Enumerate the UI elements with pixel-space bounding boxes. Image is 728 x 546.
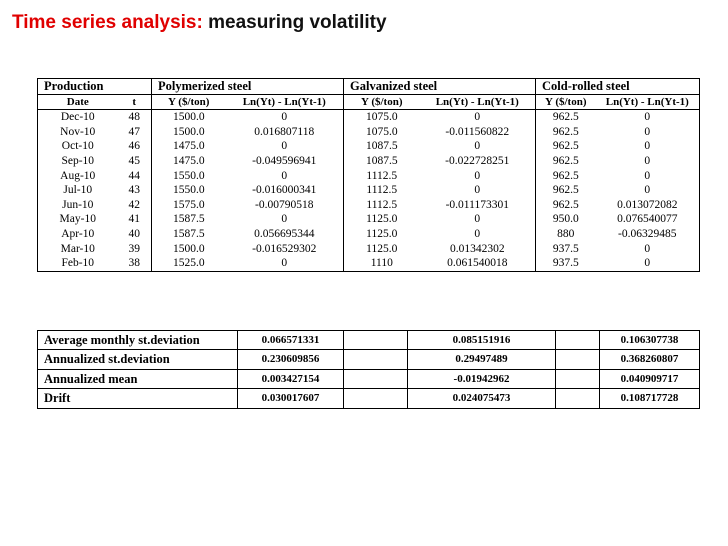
summary-row	[38, 389, 700, 408]
summary-value: 0.368260807	[600, 350, 700, 369]
table-cell: 1475.0	[152, 139, 226, 154]
table-cell: Apr-10	[61, 227, 95, 240]
summary-value: -0.01942962	[408, 369, 556, 388]
table-cell: 1112.5	[344, 183, 420, 198]
table-cell: Feb-10	[61, 257, 95, 270]
summary-row	[38, 331, 700, 350]
table-cell: 0	[474, 169, 481, 182]
table-cell: 0	[644, 169, 651, 182]
group-header-row	[38, 79, 700, 95]
table-cell: -0.011173301	[445, 198, 509, 211]
table-cell: 0	[281, 257, 288, 270]
summary-spacer	[556, 389, 600, 408]
table-cell: 1087.5	[344, 154, 420, 169]
table-row	[38, 110, 700, 125]
table-cell: 0	[474, 227, 481, 240]
table-cell: 880	[536, 227, 596, 242]
table-cell: 0	[644, 242, 651, 255]
table-cell: 962.5	[536, 110, 596, 125]
summary-spacer	[556, 350, 600, 369]
table-row	[38, 154, 700, 169]
table-cell: May-10	[59, 213, 96, 226]
table-cell: 0	[644, 125, 651, 138]
table-cell: 1125.0	[344, 242, 420, 257]
summary-row	[38, 350, 700, 369]
table-cell: 0	[644, 154, 651, 167]
table-cell: 937.5	[536, 242, 596, 257]
table-row	[38, 125, 700, 140]
table-cell: 1587.5	[152, 212, 226, 227]
table-cell: 1125.0	[344, 212, 420, 227]
table-cell: 0	[644, 111, 651, 124]
table-cell: 0.013072082	[617, 198, 678, 211]
table-cell: 0	[644, 184, 651, 197]
table-cell: 0.076540077	[617, 213, 678, 226]
table-cell: 1112.5	[344, 198, 420, 213]
table-cell: 42	[128, 198, 140, 211]
summary-value: 0.030017607	[238, 389, 344, 408]
table-cell: 44	[128, 169, 140, 182]
table-cell: 45	[128, 154, 140, 167]
summary-spacer	[344, 331, 408, 350]
table-cell: 0	[474, 140, 481, 153]
table-cell: Jun-10	[62, 198, 94, 211]
table-cell: 43	[128, 184, 140, 197]
table-cell: 962.5	[536, 154, 596, 169]
table-cell: 39	[128, 242, 140, 255]
table-row	[38, 242, 700, 257]
table-row	[38, 183, 700, 198]
table-cell: 0	[474, 213, 481, 226]
column-header: Y ($/ton)	[152, 94, 226, 110]
group-header: Cold-rolled steel	[536, 79, 700, 95]
table-cell: 1500.0	[152, 125, 226, 140]
table-cell: 1075.0	[344, 125, 420, 140]
page-title	[12, 12, 387, 34]
summary-value: 0.085151916	[408, 331, 556, 350]
table-cell: 46	[128, 140, 140, 153]
table-cell: 962.5	[536, 198, 596, 213]
table-cell: -0.016000341	[252, 184, 317, 197]
column-header-row	[38, 94, 700, 110]
table-cell: Dec-10	[60, 111, 95, 124]
table-cell: 1587.5	[152, 227, 226, 242]
table-cell: 950.0	[536, 212, 596, 227]
table-cell: 0	[644, 140, 651, 153]
column-header: Y ($/ton)	[536, 94, 596, 110]
table-cell: 47	[128, 125, 140, 138]
table-row	[38, 198, 700, 213]
summary-spacer	[556, 369, 600, 388]
table-cell: -0.022728251	[445, 154, 510, 167]
summary-label: Drift	[38, 389, 238, 408]
table-cell: 38	[128, 257, 140, 270]
title-suffix: measuring volatility	[208, 12, 387, 33]
table-cell: 1087.5	[344, 139, 420, 154]
table-cell: 1525.0	[152, 256, 226, 271]
steel-price-table	[37, 78, 700, 272]
summary-spacer	[344, 350, 408, 369]
table-cell: 962.5	[536, 183, 596, 198]
table-cell: 0	[281, 111, 288, 124]
volatility-summary-table	[37, 330, 700, 409]
summary-value: 0.040909717	[600, 369, 700, 388]
table-cell: 1550.0	[152, 183, 226, 198]
summary-value: 0.106307738	[600, 331, 700, 350]
column-header: Date	[38, 94, 118, 110]
table-cell: 0	[644, 257, 651, 270]
table-cell: -0.011560822	[445, 125, 510, 138]
table-cell: Aug-10	[60, 169, 96, 182]
table-cell: 1575.0	[152, 198, 226, 213]
summary-label: Annualized mean	[38, 369, 238, 388]
group-header: Production	[38, 79, 152, 95]
table-cell: 1500.0	[152, 242, 226, 257]
table-cell: 1500.0	[152, 110, 226, 125]
summary-spacer	[344, 389, 408, 408]
table-cell: 0.016807118	[254, 125, 315, 138]
table-cell: 1112.5	[344, 169, 420, 184]
table-row	[38, 227, 700, 242]
table-cell: Sep-10	[61, 154, 95, 167]
table-cell: 1475.0	[152, 154, 226, 169]
table-row	[38, 256, 700, 271]
summary-value: 0.29497489	[408, 350, 556, 369]
summary-row	[38, 369, 700, 388]
table-cell: 937.5	[536, 256, 596, 271]
table-cell: -0.049596941	[252, 154, 317, 167]
summary-value: 0.003427154	[238, 369, 344, 388]
table-cell: 48	[128, 111, 140, 124]
table-cell: 962.5	[536, 139, 596, 154]
table-cell: 0	[281, 213, 288, 226]
summary-spacer	[344, 369, 408, 388]
summary-value: 0.024075473	[408, 389, 556, 408]
table-cell: 0	[474, 184, 481, 197]
table-cell: Oct-10	[61, 140, 94, 153]
table-cell: Nov-10	[60, 125, 96, 138]
title-prefix: Time series analysis:	[12, 12, 203, 33]
summary-spacer	[556, 331, 600, 350]
column-header: Ln(Yt) - Ln(Yt-1)	[596, 94, 700, 110]
table-row	[38, 212, 700, 227]
table-cell: -0.06329485	[618, 227, 677, 240]
column-header: Ln(Yt) - Ln(Yt-1)	[420, 94, 536, 110]
table-cell: 1125.0	[344, 227, 420, 242]
summary-value: 0.066571331	[238, 331, 344, 350]
table-cell: Jul-10	[63, 184, 93, 197]
summary-value: 0.230609856	[238, 350, 344, 369]
summary-value: 0.108717728	[600, 389, 700, 408]
table-cell: 0.01342302	[449, 242, 505, 255]
table-cell: 962.5	[536, 169, 596, 184]
group-header: Polymerized steel	[152, 79, 344, 95]
table-cell: 1550.0	[152, 169, 226, 184]
column-header: Y ($/ton)	[344, 94, 420, 110]
table-cell: 41	[128, 213, 140, 226]
table-cell: 1075.0	[344, 110, 420, 125]
table-cell: 962.5	[536, 125, 596, 140]
table-row	[38, 139, 700, 154]
table-cell: 0.061540018	[447, 257, 508, 270]
table-cell: Mar-10	[60, 242, 95, 255]
group-header: Galvanized steel	[344, 79, 536, 95]
table-cell: 1110	[344, 256, 420, 271]
table-cell: 40	[128, 227, 140, 240]
column-header: Ln(Yt) - Ln(Yt-1)	[226, 94, 344, 110]
table-cell: -0.016529302	[252, 242, 317, 255]
summary-label: Annualized st.deviation	[38, 350, 238, 369]
summary-label: Average monthly st.deviation	[38, 331, 238, 350]
column-header: t	[118, 94, 152, 110]
table-cell: 0	[281, 140, 288, 153]
table-cell: 0	[474, 111, 481, 124]
table-cell: 0	[281, 169, 288, 182]
table-cell: -0.00790518	[255, 198, 314, 211]
table-row	[38, 169, 700, 184]
table-cell: 0.056695344	[254, 227, 315, 240]
